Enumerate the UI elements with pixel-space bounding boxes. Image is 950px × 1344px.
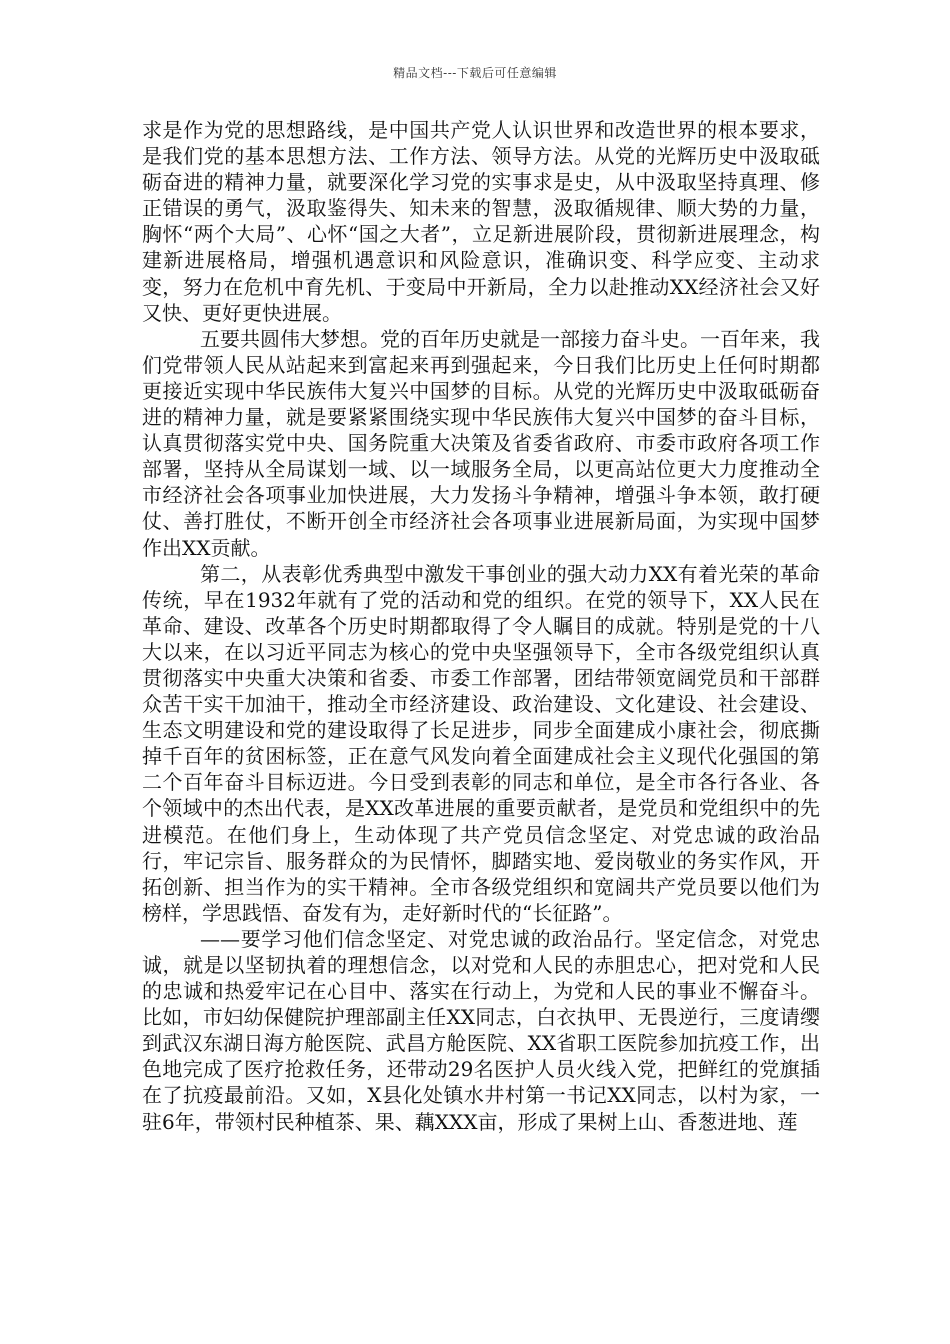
paragraph-learn-political-quality: ——要学习他们信念坚定、对党忠诚的政治品行。坚定信念，对党忠诚，就是以坚韧执着的理想信念，以对党和人民的赤胆忠心，把对党和人民的忠诚和热爱牢记在心目中、落实在行动上，为党和人民的事业不懈奋斗。比如，市妇幼保健院护理部副主任XX同志，白衣执甲、无畏逆行，三度请缨到武汉东湖日海方舱医院、武昌方舱医院、XX省职工医院参加抗疫工作，出色地完成了医疗抢救任务，还带动29名医护人员火线入党，把鲜红的党旗插在了抗疫最前沿。又如，X县化处镇水井村第一书记XX同志，以村为家，一驻6年，带领村民种植茶、果、藕XXX亩，形成了果树上山、香葱进地、莲	[142, 926, 820, 1134]
paragraph-continuation: 求是作为党的思想路线，是中国共产党人认识世界和改造世界的根本要求，是我们党的基本思想方法、工作方法、领导方法。从党的光辉历史中汲取砥砺奋进的精神力量，就要深化学习党的实事求是史，从中汲取坚持真理、修正错误的勇气，汲取鉴得失、知未来的智慧，汲取循规律、顺大势的力量，胸怀“两个大局”、心怀“国之大者”，立足新进展阶段，贯彻新进展理念，构建新进展格局，增强机遇意识和风险意识，准确识变、科学应变、主动求变，努力在危机中育先机、于变局中开新局，全力以赴推动XX经济社会又好又快、更好更快进展。	[142, 118, 820, 325]
document-body	[142, 117, 820, 1135]
paragraph-five-shared-dream: 五要共圆伟大梦想。党的百年历史就是一部接力奋斗史。一百年来，我们党带领人民从站起来到富起来再到强起来，今日我们比历史上任何时期都更接近实现中华民族伟大复兴中国梦的目标。从党的光辉历史中汲取砥砺奋进的精神力量，就是要紧紧围绕实现中华民族伟大复兴中国梦的奋斗目标，认真贯彻落实党中央、国务院重大决策及省委省政府、市委市政府各项工作部署，坚持从全局谋划一域、以一域服务全局，以更高站位更大力度推动全市经济社会各项事业加快进展，大力发扬斗争精神，增强斗争本领，敢打硬仗、善打胜仗，不断开创全市经济社会各项事业进展新局面，为实现中国梦作出XX贡献。	[142, 326, 820, 560]
page-header: 精品文档---下载后可任意编辑	[393, 66, 557, 80]
paragraph-second-commendation: 第二，从表彰优秀典型中激发干事创业的强大动力XX有着光荣的革命传统，早在1932年就有了党的活动和党的组织。在党的领导下，XX人民在革命、建设、改革各个历史时期都取得了令人瞩目的成就。特别是党的十八大以来，在以习近平同志为核心的党中央坚强领导下，全市各级党组织认真贯彻落实中央重大决策和省委、市委工作部署，团结带领宽阔党员和干部群众苦干实干加油干，推动全市经济建设、政治建设、文化建设、社会建设、生态文明建设和党的建设取得了长足进步，同步全面建成小康社会，彻底撕掉千百年的贫困标签，正在意气风发向着全面建成社会主义现代化强国的第二个百年奋斗目标迈进。今日受到表彰的同志和单位，是全市各行各业、各个领域中的杰出代表，是XX改革进展的重要贡献者，是党员和党组织中的先进模范。在他们身上，生动体现了共产党员信念坚定、对党忠诚的政治品行，牢记宗旨、服务群众的为民情怀，脚踏实地、爱岗敬业的务实作风，开拓创新、担当作为的实干精神。全市各级党组织和宽阔共产党员要以他们为榜样，学思践悟、奋发有为，走好新时代的“长征路”。	[142, 561, 820, 925]
